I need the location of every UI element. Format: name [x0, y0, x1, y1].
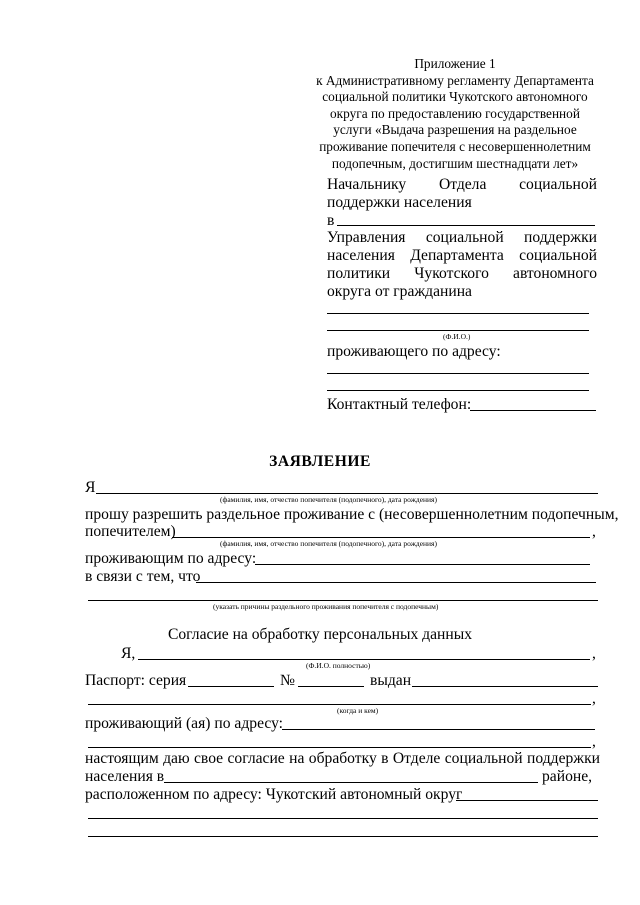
consent-comma-3: , — [592, 733, 596, 750]
department-field[interactable] — [337, 225, 595, 226]
issued-caption: (когда и кем) — [337, 706, 379, 715]
request-line1: прошу разрешить раздельное проживание с (несовершеннолетним подопечным, — [85, 506, 619, 523]
located-field-2[interactable] — [88, 818, 598, 819]
annex-line: проживание попечителя с несовершеннолетним — [319, 138, 591, 154]
applicant-address-field-1[interactable] — [327, 373, 589, 374]
phone-field[interactable] — [470, 410, 596, 411]
guardian-caption: (фамилия, имя, отчество попечителя (подопечного), дата рождения) — [220, 495, 438, 504]
located-field-3[interactable] — [88, 836, 598, 837]
issued-field-2[interactable] — [88, 704, 591, 705]
reason-field-1[interactable] — [196, 582, 596, 583]
addressee-head-line1: Начальнику Отдела социальной — [327, 176, 597, 193]
consent-address-field-1[interactable] — [282, 729, 595, 730]
statement-title: ЗАЯВЛЕНИЕ — [269, 453, 371, 470]
passport-series-field[interactable] — [188, 686, 274, 687]
fio-caption: (Ф.И.О.) — [443, 332, 471, 341]
consent-line2-suffix: районе, — [542, 768, 593, 785]
annex-line: Приложение 1 — [414, 56, 496, 71]
office-line2: населения Департамента социальной — [327, 247, 597, 264]
consent-line2-prefix: населения в — [85, 768, 165, 785]
passport-number-sign: № — [280, 672, 295, 689]
consent-residing-label: проживающий (ая) по адресу: — [85, 715, 284, 732]
issued-label: выдан — [370, 672, 412, 689]
annex-line: социальной политики Чукотского автономного — [322, 89, 588, 105]
annex-line: подопечным, достигшим шестнадцати лет» — [331, 155, 579, 171]
statement-residing: проживающим по адресу: — [85, 550, 257, 567]
consent-fio-field[interactable] — [138, 659, 590, 660]
applicant-name-field-1[interactable] — [327, 313, 589, 314]
office-line1: Управления социальной поддержки — [327, 229, 597, 246]
phone-label: Контактный телефон: — [327, 396, 472, 413]
annex-header — [300, 56, 610, 172]
consent-comma-2: , — [592, 690, 596, 707]
reason-caption: (указать причины раздельного проживания попечителя с подопечным) — [213, 602, 439, 611]
consent-title: Согласие на обработку персональных данных — [167, 626, 472, 643]
consent-fio-caption: (Ф.И.О. полностью) — [306, 661, 371, 670]
ward-caption: (фамилия, имя, отчество попечителя (подопечного), дата рождения) — [220, 539, 438, 548]
reason-label: в связи с тем, что — [85, 568, 201, 585]
passport-number-field[interactable] — [298, 686, 364, 687]
ward-name-field[interactable] — [172, 537, 590, 538]
office-line3: политики Чукотского автономного — [327, 265, 597, 282]
annex-line: округа по предоставлению государственной — [330, 105, 580, 121]
located-label: расположенном по адресу: Чукотский автономный округ — [85, 786, 463, 803]
statement-ya: Я — [85, 479, 96, 496]
annex-line: услуги «Выдача разрешения на раздельное — [333, 122, 577, 138]
office-line4: округа от гражданина — [327, 283, 472, 300]
passport-series-label: Паспорт: серия — [85, 672, 187, 689]
consent-ya: Я, — [121, 645, 136, 662]
reason-field-2[interactable] — [88, 600, 598, 601]
request-line2: попечителем) — [85, 523, 176, 540]
applicant-address-field-2[interactable] — [327, 390, 589, 391]
consent-address-field-2[interactable] — [88, 747, 591, 748]
comma: , — [592, 523, 596, 540]
residing-label: проживающего по адресу: — [327, 343, 501, 360]
located-field-1[interactable] — [456, 800, 598, 801]
issued-field-1[interactable] — [412, 686, 598, 687]
statement-address-field[interactable] — [255, 564, 590, 565]
addressee-head-line2: поддержки населения — [327, 194, 472, 211]
addressee-v-prefix: в — [327, 212, 335, 229]
annex-line: к Административному регламенту Департамента — [316, 72, 594, 88]
guardian-name-field[interactable] — [96, 493, 598, 494]
consent-line1: настоящим даю свое согласие на обработку в Отделе социальной поддержки — [85, 750, 600, 767]
applicant-name-field-2[interactable] — [327, 330, 589, 331]
consent-comma-1: , — [592, 645, 596, 662]
district-field[interactable] — [164, 782, 538, 783]
